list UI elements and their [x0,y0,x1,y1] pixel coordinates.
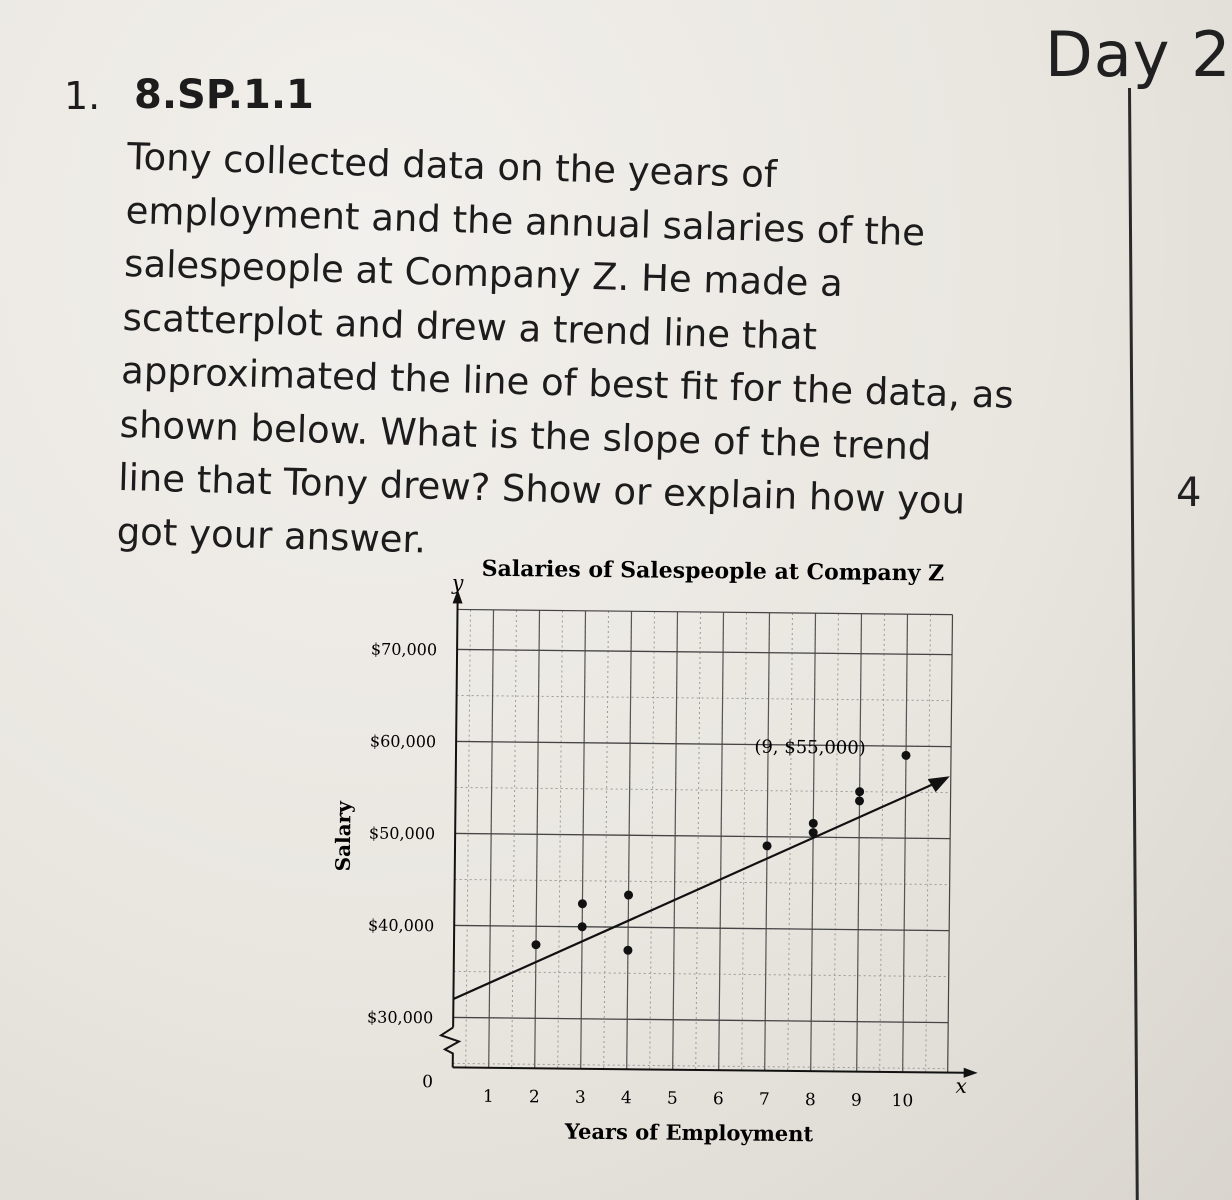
plot-top-border [458,609,953,614]
question-line: line that Tony drew? Show or explain how you [117,455,966,523]
grid-line-vertical [788,613,793,1071]
x-tick-label: 8 [804,1090,816,1111]
question-line: scatterplot and drew a trend line that [122,295,818,358]
grid-line-major-vertical [719,612,724,1070]
trend-line-arrow [928,776,950,792]
data-point [762,841,771,850]
x-axis-title: Years of Employment [564,1118,814,1147]
question-line: got your answer. [116,509,427,561]
y-tick-label: $40,000 [367,915,435,936]
x-tick-label: 3 [574,1087,586,1108]
grid-line-major-horizontal [453,1017,948,1022]
grid-line-major-vertical [857,614,862,1072]
trend-line [453,777,937,1004]
x-tick-label: 6 [712,1089,724,1110]
grid-line-major-vertical [627,611,632,1069]
data-point [855,787,864,796]
grid-line-major-vertical [535,610,540,1068]
point-annotation: (9, $55,000) [754,736,866,759]
data-point [578,899,587,908]
x-axis-letter: x [955,1073,967,1098]
data-point [531,940,540,949]
origin-label: 0 [422,1072,434,1093]
y-axis-letter: y [452,570,464,595]
question-line: salespeople at Company Z. He made a [123,241,844,306]
y-axis-title: Salary [330,801,356,872]
x-tick-label: 2 [528,1087,540,1108]
question-line: employment and the annual salaries of the [125,188,926,254]
grid-line-horizontal [456,787,951,792]
grid-line-major-vertical [903,614,908,1072]
grid-line-major-vertical [581,611,586,1069]
y-tick-label: $30,000 [366,1007,434,1028]
chart-title: Salaries of Salespeople at Company Z [481,555,945,587]
side-question-number: 4 [1176,470,1202,516]
question-standard: 8.SP.1.1 [134,72,314,118]
data-point [578,922,587,931]
grid-line-vertical [558,611,563,1069]
grid-line-horizontal [454,971,949,976]
question-line: Tony collected data on the years of [126,134,778,197]
question-number: 1. [64,74,101,118]
y-tick-label: $60,000 [369,731,437,752]
grid-line-vertical [604,611,609,1069]
grid-line-major-horizontal [455,833,950,838]
data-point [624,891,633,900]
x-tick-label: 9 [850,1090,862,1111]
question-line: shown below. What is the slope of the trend [119,402,932,469]
grid-line-major-vertical [811,613,816,1071]
grid-line-major-vertical [489,610,494,1068]
data-point [623,946,632,955]
y-tick-label: $70,000 [370,639,438,660]
x-tick-label: 1 [482,1086,494,1107]
x-tick-label: 5 [666,1088,678,1109]
grid-line-major-horizontal [456,741,951,746]
grid-line-horizontal [457,695,952,700]
grid-line-vertical [696,612,701,1070]
data-point [855,796,864,805]
grid-line-major-horizontal [457,649,952,654]
y-axis-line [453,597,458,1027]
x-tick-label: 7 [758,1089,770,1110]
grid-line-vertical [512,610,517,1068]
question-line: approximated the line of best fit for the data, as [120,348,1015,417]
grid-line-major-vertical [673,612,678,1070]
grid-line-vertical [742,612,747,1070]
plot-right-border [948,615,953,1073]
grid-line-vertical [466,610,471,1068]
grid-line-vertical [880,614,885,1072]
grid-line-vertical [926,614,931,1072]
grid-line-horizontal [455,879,950,884]
grid-line-vertical [834,613,839,1071]
day-title: Day 2 [1045,18,1232,91]
data-point [901,751,910,760]
grid-line-major-horizontal [454,925,949,930]
axis-break-zigzag [441,1027,459,1067]
x-tick-label: 10 [891,1091,914,1112]
chart-group [328,554,983,1148]
grid-line-vertical [650,612,655,1070]
x-tick-label: 4 [620,1088,632,1109]
data-point [809,819,818,828]
y-tick-label: $50,000 [368,823,436,844]
